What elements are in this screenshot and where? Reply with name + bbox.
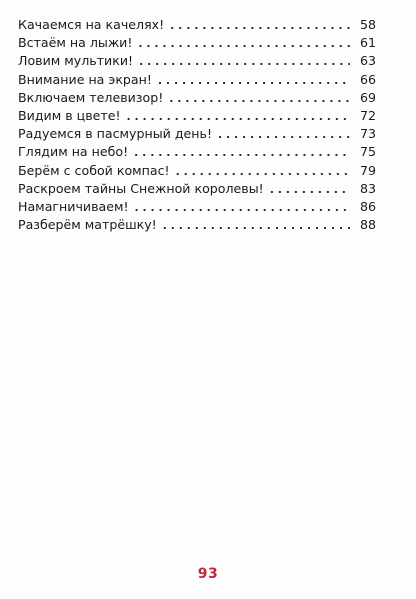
toc-entry-page: 61: [350, 34, 376, 52]
dot-leader: [139, 53, 350, 71]
dot-leader: [176, 163, 350, 181]
toc-entry-snow-queen: [18, 180, 376, 198]
toc-entry-page: 58: [350, 16, 376, 34]
toc-entry-title: Встаём на лыжи!: [18, 34, 138, 52]
dot-leader: [135, 199, 350, 217]
dot-leader: [163, 217, 350, 235]
toc-entry-page: 66: [350, 71, 376, 89]
dot-leader: [158, 72, 350, 90]
toc-entry-page: 73: [350, 125, 376, 143]
toc-entry-page: 72: [350, 107, 376, 125]
toc-entry-color: [18, 107, 376, 125]
toc-entry-title: Внимание на экран!: [18, 71, 158, 89]
toc-entry-page: 88: [350, 216, 376, 234]
dot-leader: [270, 181, 350, 199]
toc-entry-matryoshka: [18, 216, 376, 234]
toc-entry-title: Ловим мультики!: [18, 52, 139, 70]
table-of-contents: [18, 16, 376, 234]
toc-entry-page: 79: [350, 162, 376, 180]
dot-leader: [170, 17, 350, 35]
toc-entry-title: Разберём матрёшку!: [18, 216, 163, 234]
toc-entry-screen: [18, 71, 376, 89]
dot-leader: [127, 108, 350, 126]
toc-entry-swings: [18, 16, 376, 34]
toc-entry-page: 86: [350, 198, 376, 216]
dot-leader: [218, 126, 350, 144]
toc-entry-title: Глядим на небо!: [18, 143, 134, 161]
page-number: 93: [197, 566, 219, 582]
toc-entry-title: Включаем телевизор!: [18, 89, 169, 107]
toc-entry-compass: [18, 162, 376, 180]
toc-entry-title: Раскроем тайны Снежной королевы!: [18, 180, 270, 198]
dot-leader: [138, 35, 350, 53]
toc-entry-page: 83: [350, 180, 376, 198]
toc-entry-cloudy-day: [18, 125, 376, 143]
toc-entry-skis: [18, 34, 376, 52]
toc-entry-cartoons: [18, 52, 376, 70]
toc-entry-tv: [18, 89, 376, 107]
toc-entry-title: Намагничиваем!: [18, 198, 135, 216]
toc-entry-title: Видим в цвете!: [18, 107, 127, 125]
toc-entry-title: Радуемся в пасмурный день!: [18, 125, 218, 143]
dot-leader: [134, 144, 350, 162]
dot-leader: [169, 90, 350, 108]
toc-entry-magnetize: [18, 198, 376, 216]
toc-entry-page: 69: [350, 89, 376, 107]
toc-entry-title: Качаемся на качелях!: [18, 16, 170, 34]
toc-entry-page: 75: [350, 143, 376, 161]
toc-entry-title: Берём с собой компас!: [18, 162, 176, 180]
toc-entry-sky: [18, 143, 376, 161]
toc-entry-page: 63: [350, 52, 376, 70]
